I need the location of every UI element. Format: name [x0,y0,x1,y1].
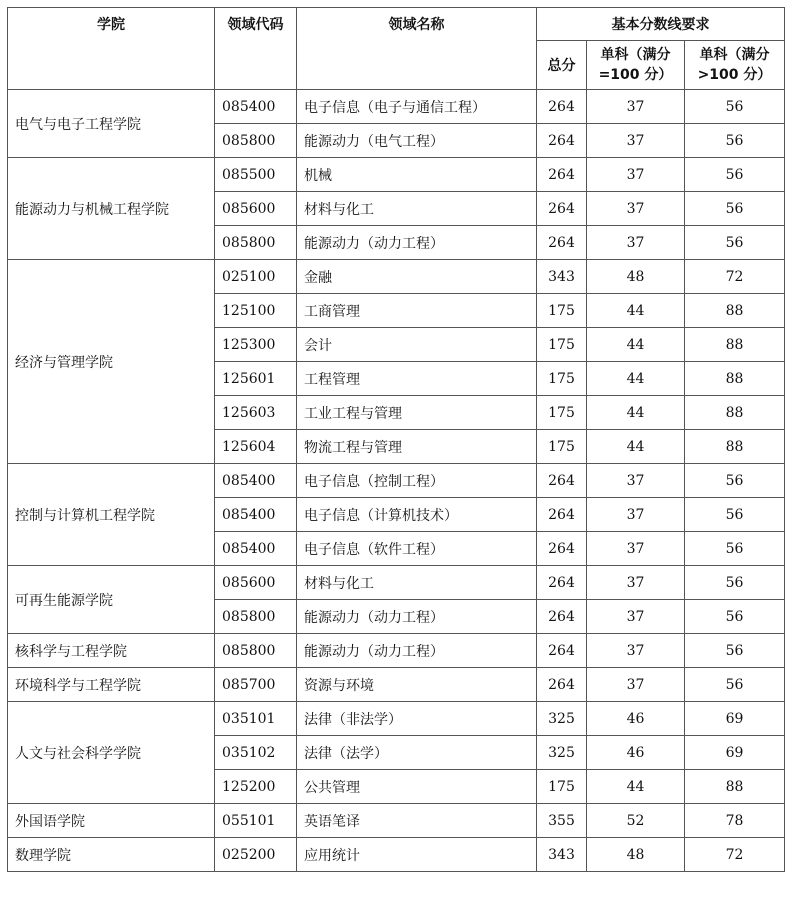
total-score: 175 [537,294,587,328]
total-score: 264 [537,124,587,158]
single-score-over100: 56 [685,90,785,124]
single-score-100: 37 [587,464,685,498]
field-code: 025100 [215,260,297,294]
field-code: 085500 [215,158,297,192]
single-score-over100: 56 [685,634,785,668]
header-college: 学院 [8,8,215,90]
total-score: 325 [537,736,587,770]
table-row [8,838,785,872]
field-code: 125200 [215,770,297,804]
field-name: 应用统计 [297,838,537,872]
field-name: 能源动力（电气工程） [297,124,537,158]
field-name: 英语笔译 [297,804,537,838]
single-score-100: 37 [587,566,685,600]
single-score-over100: 69 [685,702,785,736]
field-name: 能源动力（动力工程） [297,600,537,634]
field-name: 能源动力（动力工程） [297,634,537,668]
single-score-100: 48 [587,260,685,294]
field-code: 085800 [215,600,297,634]
field-name: 材料与化工 [297,192,537,226]
field-code: 085400 [215,532,297,566]
college-name: 外国语学院 [8,804,215,838]
total-score: 355 [537,804,587,838]
total-score: 175 [537,328,587,362]
single-score-over100: 88 [685,770,785,804]
field-name: 物流工程与管理 [297,430,537,464]
table-row [8,566,785,600]
field-code: 035101 [215,702,297,736]
field-code: 085600 [215,566,297,600]
college-name: 环境科学与工程学院 [8,668,215,702]
table-row [8,158,785,192]
single-score-over100: 56 [685,566,785,600]
single-score-100: 44 [587,362,685,396]
single-score-over100: 88 [685,396,785,430]
field-name: 电子信息（电子与通信工程） [297,90,537,124]
single-score-100: 52 [587,804,685,838]
field-code: 085800 [215,124,297,158]
total-score: 264 [537,192,587,226]
field-code: 085400 [215,464,297,498]
total-score: 264 [537,158,587,192]
single-score-over100: 56 [685,124,785,158]
field-name: 会计 [297,328,537,362]
total-score: 175 [537,362,587,396]
total-score: 264 [537,634,587,668]
field-code: 125601 [215,362,297,396]
single-score-100: 37 [587,226,685,260]
single-score-100: 48 [587,838,685,872]
field-code: 025200 [215,838,297,872]
field-code: 085400 [215,90,297,124]
field-name: 机械 [297,158,537,192]
field-code: 085600 [215,192,297,226]
college-name: 控制与计算机工程学院 [8,464,215,566]
table-row [8,702,785,736]
single-score-over100: 88 [685,294,785,328]
total-score: 175 [537,770,587,804]
single-score-100: 44 [587,770,685,804]
total-score: 264 [537,600,587,634]
college-name: 数理学院 [8,838,215,872]
single-score-over100: 56 [685,226,785,260]
total-score: 264 [537,226,587,260]
field-name: 工程管理 [297,362,537,396]
single-score-100: 37 [587,532,685,566]
field-name: 法律（法学） [297,736,537,770]
single-score-100: 37 [587,498,685,532]
field-code: 085700 [215,668,297,702]
field-code: 125603 [215,396,297,430]
header-requirements: 基本分数线要求 [537,8,785,41]
field-name: 能源动力（动力工程） [297,226,537,260]
single-score-100: 46 [587,736,685,770]
table-header [8,8,785,90]
college-name: 电气与电子工程学院 [8,90,215,158]
field-code: 085800 [215,226,297,260]
single-score-over100: 72 [685,260,785,294]
table-row [8,90,785,124]
single-score-over100: 56 [685,600,785,634]
single-score-over100: 88 [685,430,785,464]
field-name: 材料与化工 [297,566,537,600]
table-row [8,464,785,498]
total-score: 264 [537,464,587,498]
field-name: 电子信息（控制工程） [297,464,537,498]
total-score: 264 [537,498,587,532]
field-code: 125300 [215,328,297,362]
table-body [8,90,785,872]
field-name: 工商管理 [297,294,537,328]
single-score-100: 37 [587,124,685,158]
college-name: 经济与管理学院 [8,260,215,464]
single-score-over100: 56 [685,498,785,532]
total-score: 175 [537,396,587,430]
field-name: 金融 [297,260,537,294]
single-score-100: 37 [587,192,685,226]
header-single-100: 单科（满分=100 分） [587,41,685,90]
table-row [8,804,785,838]
header-total: 总分 [537,41,587,90]
single-score-100: 37 [587,668,685,702]
single-score-over100: 88 [685,328,785,362]
single-score-over100: 56 [685,532,785,566]
field-code: 055101 [215,804,297,838]
total-score: 343 [537,260,587,294]
field-code: 125604 [215,430,297,464]
single-score-100: 44 [587,430,685,464]
single-score-100: 46 [587,702,685,736]
header-field: 领域名称 [297,8,537,90]
single-score-100: 44 [587,294,685,328]
total-score: 264 [537,668,587,702]
single-score-over100: 56 [685,192,785,226]
total-score: 264 [537,566,587,600]
total-score: 325 [537,702,587,736]
college-name: 能源动力与机械工程学院 [8,158,215,260]
college-name: 人文与社会科学学院 [8,702,215,804]
score-requirements-table [7,7,785,872]
table-row [8,260,785,294]
single-score-over100: 88 [685,362,785,396]
header-code: 领域代码 [215,8,297,90]
single-score-100: 37 [587,90,685,124]
field-name: 法律（非法学） [297,702,537,736]
field-code: 125100 [215,294,297,328]
header-single-over100: 单科（满分>100 分） [685,41,785,90]
field-name: 电子信息（软件工程） [297,532,537,566]
field-name: 工业工程与管理 [297,396,537,430]
college-name: 核科学与工程学院 [8,634,215,668]
field-code: 085400 [215,498,297,532]
single-score-100: 37 [587,600,685,634]
field-code: 085800 [215,634,297,668]
field-name: 电子信息（计算机技术） [297,498,537,532]
total-score: 343 [537,838,587,872]
single-score-over100: 56 [685,464,785,498]
single-score-over100: 78 [685,804,785,838]
single-score-100: 44 [587,328,685,362]
single-score-100: 37 [587,634,685,668]
field-name: 资源与环境 [297,668,537,702]
single-score-over100: 56 [685,158,785,192]
field-name: 公共管理 [297,770,537,804]
table-row [8,634,785,668]
total-score: 264 [537,532,587,566]
total-score: 264 [537,90,587,124]
single-score-100: 37 [587,158,685,192]
table-row [8,668,785,702]
single-score-over100: 72 [685,838,785,872]
single-score-over100: 69 [685,736,785,770]
college-name: 可再生能源学院 [8,566,215,634]
single-score-over100: 56 [685,668,785,702]
single-score-100: 44 [587,396,685,430]
total-score: 175 [537,430,587,464]
field-code: 035102 [215,736,297,770]
